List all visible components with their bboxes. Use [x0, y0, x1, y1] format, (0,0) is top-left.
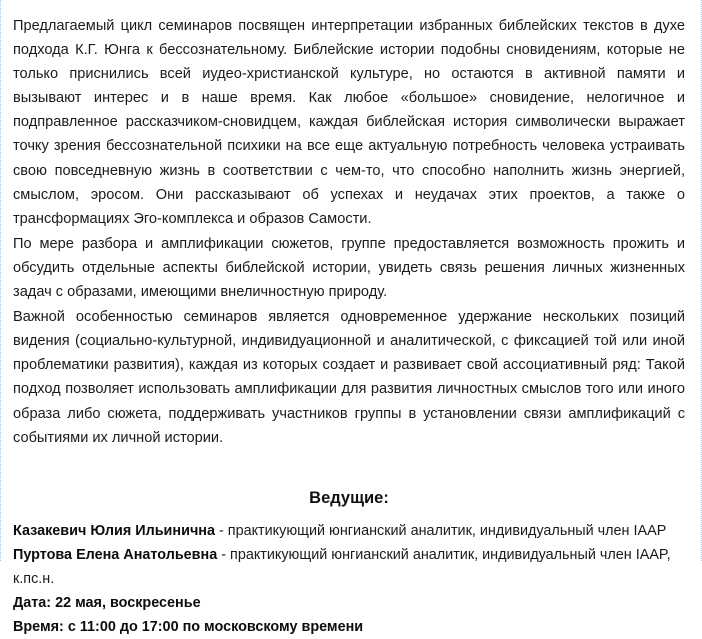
event-date-line: [13, 591, 685, 615]
body-paragraph-2: По мере разбора и амплификации сюжетов, группе предоставляется возможность прожить и обсудить отдельные аспекты библейской истории, увидеть связь решения личных жизненных задач с образами, имеющими внеличностную природу.: [13, 235, 685, 301]
event-date-text: Дата: 22 мая, воскресенье: [13, 594, 201, 611]
presenters-heading: Ведущие:: [309, 488, 389, 507]
presenter-description: - практикующий юнгианский аналитик, индивидуальный член IAAP, к.пс.н.: [13, 546, 671, 587]
event-time-text: Время: с 11:00 до 17:00 по московскому времени: [13, 618, 364, 635]
section-spacer: [13, 451, 685, 485]
presenter-name: Казакевич Юлия Ильинична: [13, 522, 215, 539]
body-paragraph-3: Важной особенностью семинаров является одновременное удержание нескольких позиций видения (социально-культурной, индивидуационной и аналитической, с фиксацией той или иной проблематики развития), каждая из которых создает и развивает свой ассоциативный ряд: Такой подход позволяет использовать амплификации для развития личностных смыслов того или иного образа либо сюжета, поддерживать участников группы в установлении связи амплификаций с событиями их личной истории.: [13, 309, 685, 446]
body-paragraph-1: Предлагаемый цикл семинаров посвящен интерпретации избранных библейских текстов в духе подхода К.Г. Юнга к бессознательному. Библейские истории подобны сновидениям, которые не только приснились всей иудео-христианской культуре, но остаются в активной памяти и вызывают интерес и в наше время. Как любое «большое» сновидение, нелогичное и подправленное рассказчиком-сновидцем, каждая библейская история символически выражает точку зрения бессознательной психики на все еще актуальную потребность человека устраивать свою повседневную жизнь в соответствии с чем-то, что способно наполнить жизнь энергией, смыслом, эросом. Они рассказывают об успехах и неудачах этих проектов, а также о трансформациях Эго-комплекса и образов Самости.: [13, 18, 685, 227]
presenter-description: - практикующий юнгианский аналитик, индивидуальный член IAAP: [215, 522, 667, 539]
event-time-line: [13, 615, 685, 639]
presenter-name: Пуртова Елена Анатольевна: [13, 546, 218, 563]
presenter-row: [13, 519, 685, 543]
presenter-row: [13, 543, 685, 591]
document-content: [5, 0, 693, 635]
